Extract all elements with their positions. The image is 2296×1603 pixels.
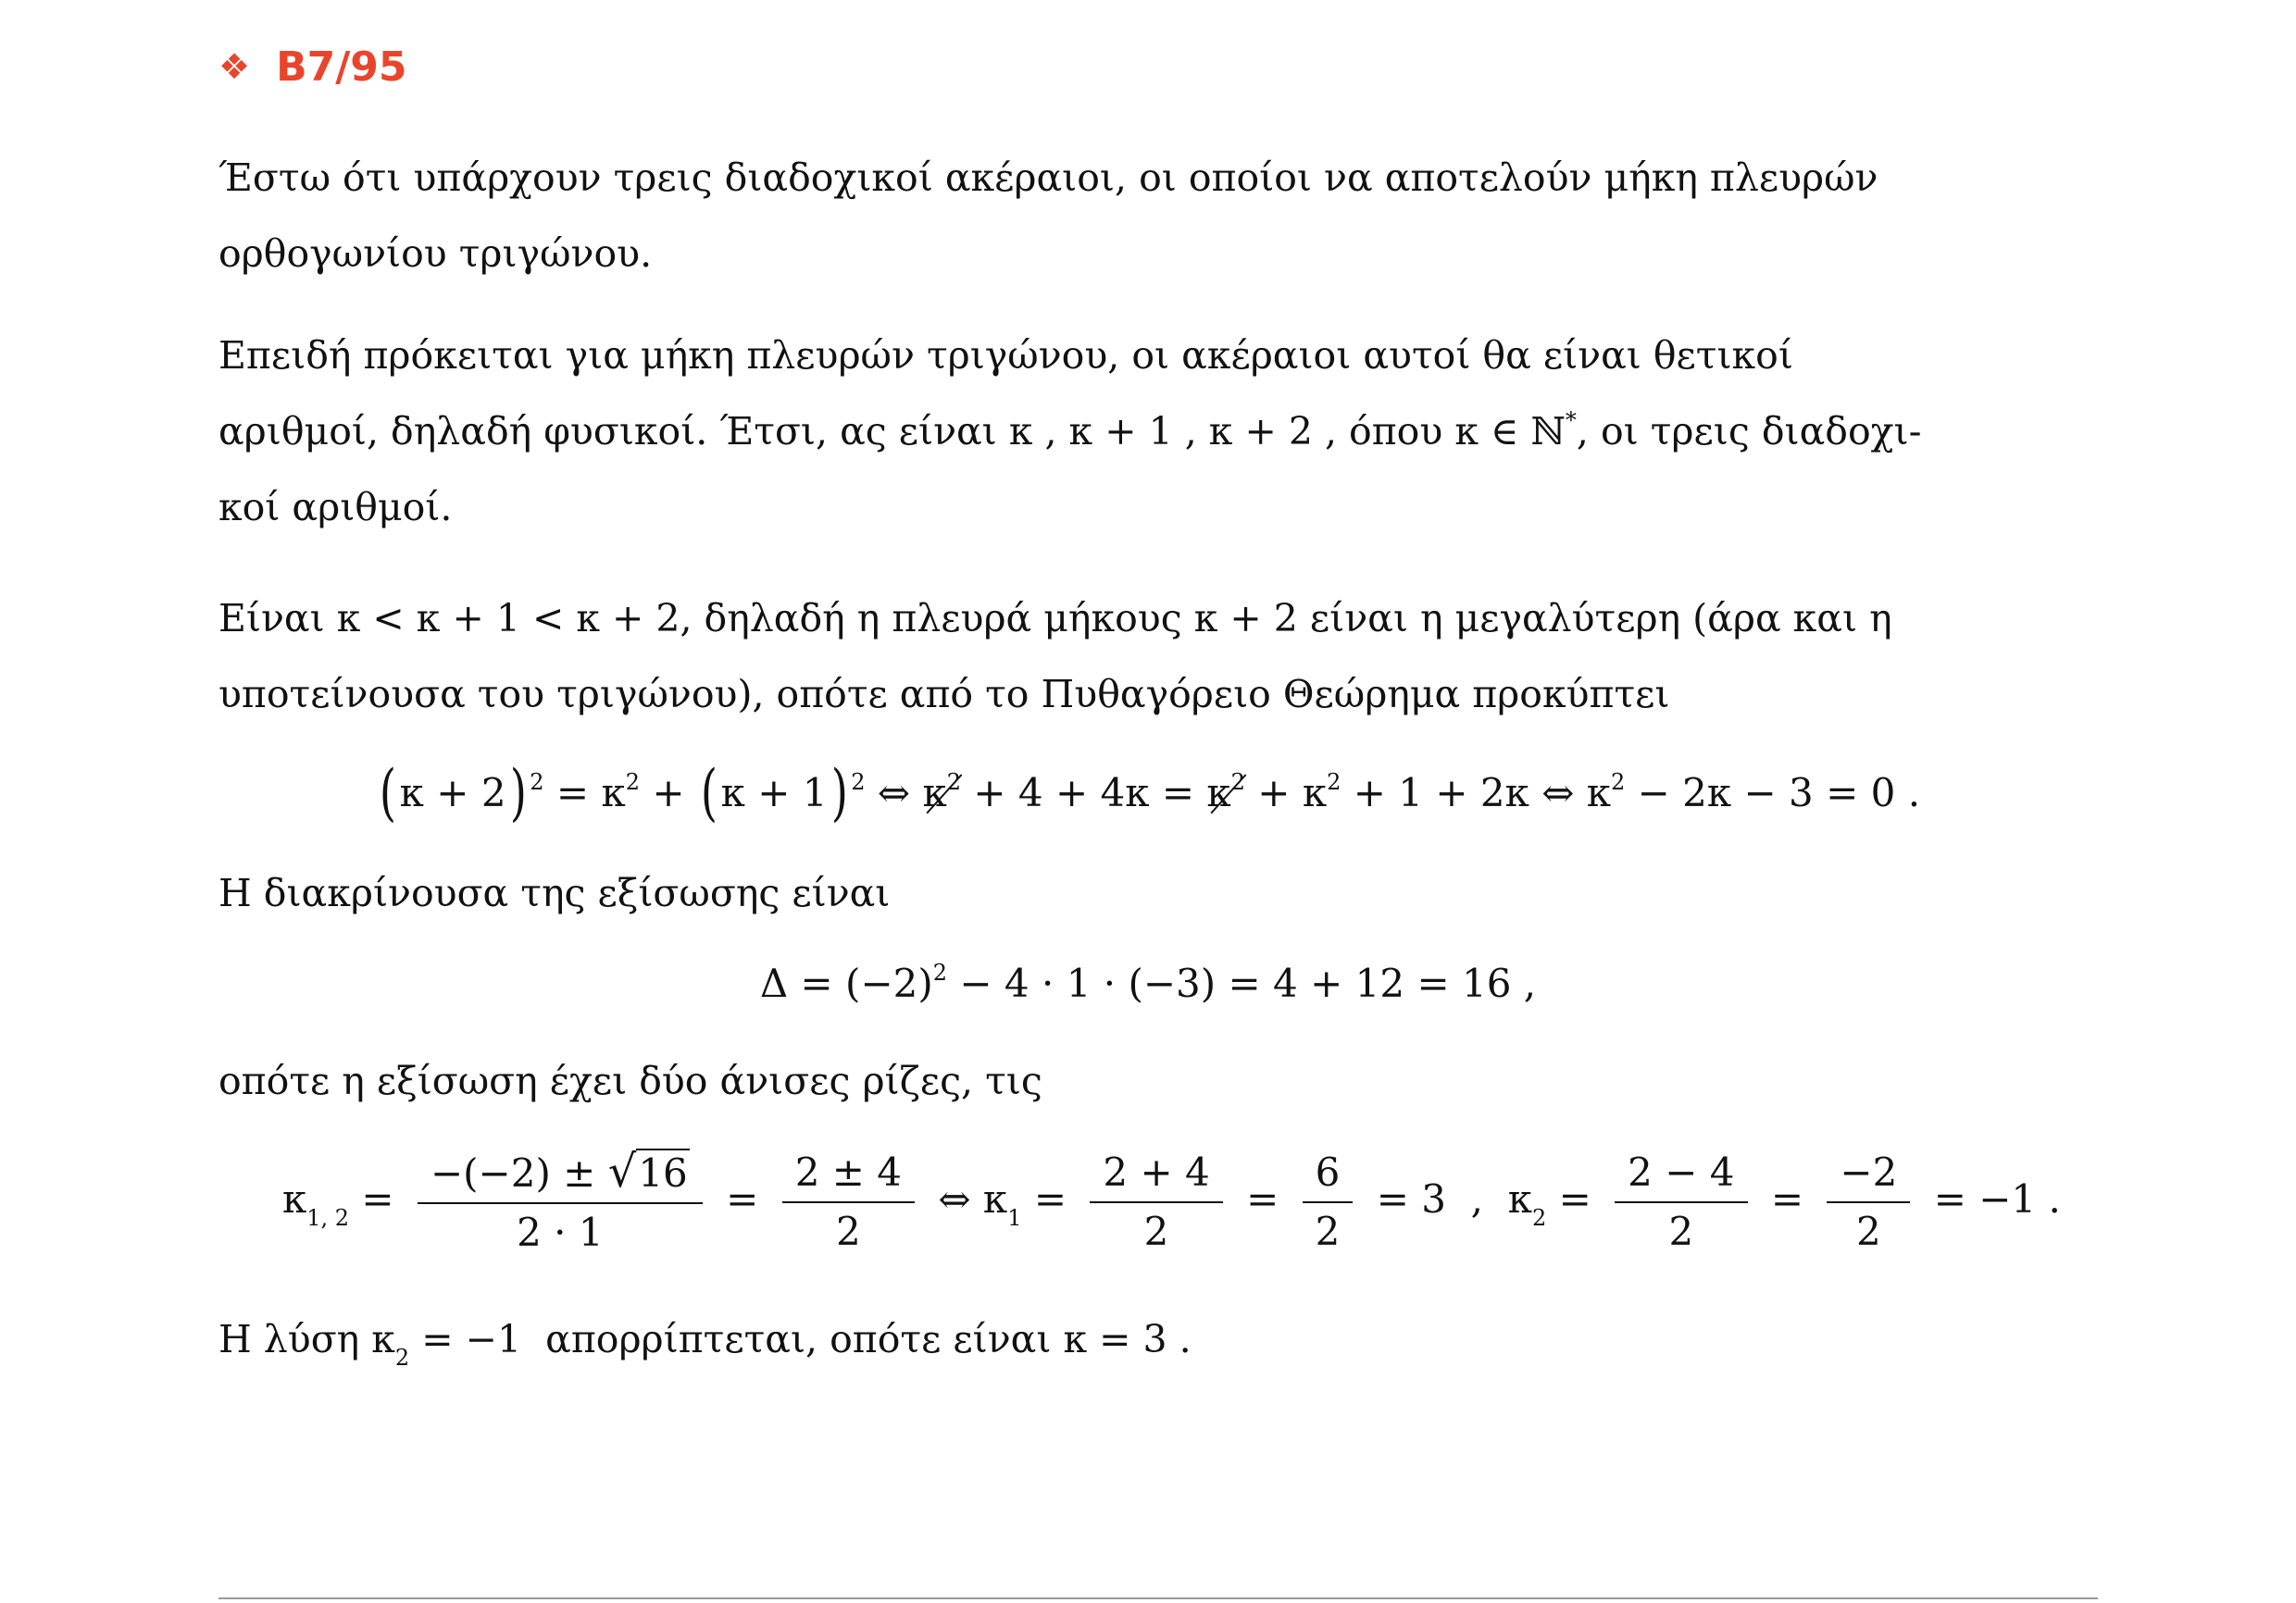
math-inline: κ + 1 bbox=[1068, 409, 1173, 454]
text-span: Είναι bbox=[218, 596, 325, 640]
diamond-bullet-icon: ❖ bbox=[218, 46, 251, 87]
math-inline bbox=[371, 1317, 522, 1371]
bottom-divider bbox=[218, 1597, 2098, 1599]
math-inline: κ bbox=[1008, 409, 1033, 454]
text-span: Η λύση bbox=[218, 1317, 360, 1361]
math-term: κ bbox=[371, 1317, 395, 1361]
text-span: αριθμοί, δηλαδή φυσικοί. Έτσι, ας είναι bbox=[218, 409, 997, 454]
text-line: Επειδή πρόκειται για μήκη πλευρών τριγώνου, οι ακέραιοι αυτοί θα είναι θετικοί bbox=[218, 333, 1793, 378]
text-line: κοί αριθμοί. bbox=[218, 485, 453, 529]
text-line: Η διακρίνουσα της εξίσωσης είναι bbox=[218, 871, 891, 915]
text-line: υποτείνουσα του τριγώνου), οπότε από το Πυθαγόρειο Θεώρημα προκύπτει bbox=[218, 672, 1670, 716]
equation-roots: $\kappa_{1, 2}$ = $\frac{-(-2) \pm √16}{2 \cdot 1}$ = $\frac{2 \pm 4}{2}$ ⇔ $\kappa_1$ = $\frac{2 + 4}{2}$ = $\frac{6}{2}$ = 3 , $\kappa_2$ = $\frac{2 - 4}{2}$ = $\frac{-2}{2}$ = −1 . bbox=[282, 1146, 2061, 1255]
paragraph-conclusion bbox=[218, 1301, 2079, 1377]
exercise-header bbox=[218, 37, 407, 96]
text-span: , δηλαδή η πλευρά μήκους bbox=[680, 596, 1182, 640]
paragraph-roots-intro bbox=[218, 1043, 2079, 1119]
math-inline: κ < κ + 1 < κ + 2 bbox=[336, 596, 680, 640]
math-inline: κ = 3 . bbox=[1063, 1317, 1192, 1361]
math-subscript: 2 bbox=[394, 1345, 410, 1371]
math-superscript: * bbox=[1565, 407, 1577, 433]
paragraph-natural-numbers bbox=[218, 317, 2079, 545]
text-line: ορθογωνίου τριγώνου. bbox=[218, 231, 653, 276]
exercise-title: B7/95 bbox=[276, 43, 407, 91]
text-line: αριθμοί, δηλαδή φυσικοί. Έτσι, ας είναι κ , κ + 1 , κ + 2 , όπου κ ∈ ℕ*, οι τρεις διαδοχι- bbox=[218, 407, 1922, 454]
text-line: Έστω ότι υπάρχουν τρεις διαδοχικοί ακέραιοι, οι οποίοι να αποτελούν μήκη πλευρών bbox=[218, 155, 1878, 200]
math-term: κ ∈ ℕ bbox=[1454, 409, 1566, 454]
math-inline bbox=[1454, 409, 1577, 454]
math-term: = −1 bbox=[409, 1317, 522, 1361]
math-inline: κ + 2 bbox=[1208, 409, 1313, 454]
text-line bbox=[218, 1301, 2079, 1377]
text-span: , οι τρεις διαδοχι- bbox=[1576, 409, 1922, 454]
equation-discriminant: $\Delta = (-2)^2 - 4 \cdot 1 \cdot (-3) = 4 + 12 = 16$ , bbox=[759, 960, 1537, 1006]
text-line bbox=[218, 580, 2079, 656]
paragraph-assumption bbox=[218, 140, 2079, 292]
math-inline: κ + 2 bbox=[1193, 596, 1298, 640]
equation-pythagoras: (κ + 2) $^2 = \kappa^2 + (\kappa + 1)$ $^2$ ⇔ $\kappa^2 + 4 + 4\kappa = \kappa^2 + \kappa^2 + 1 + 2\kappa$ ⇔ $\kappa^2 - 2\kappa - 3 = 0$ . bbox=[379, 757, 1921, 828]
text-span: είναι η μεγαλύτερη (άρα και η bbox=[1309, 596, 1892, 640]
text-span: όπου bbox=[1349, 409, 1443, 454]
text-line: οπότε η εξίσωση έχει δύο άνισες ρίζες, τις bbox=[218, 1059, 1042, 1103]
paragraph-hypotenuse bbox=[218, 580, 2079, 732]
text-span: απορρίπτεται, οπότε είναι bbox=[545, 1317, 1052, 1361]
paragraph-discriminant bbox=[218, 855, 2079, 931]
